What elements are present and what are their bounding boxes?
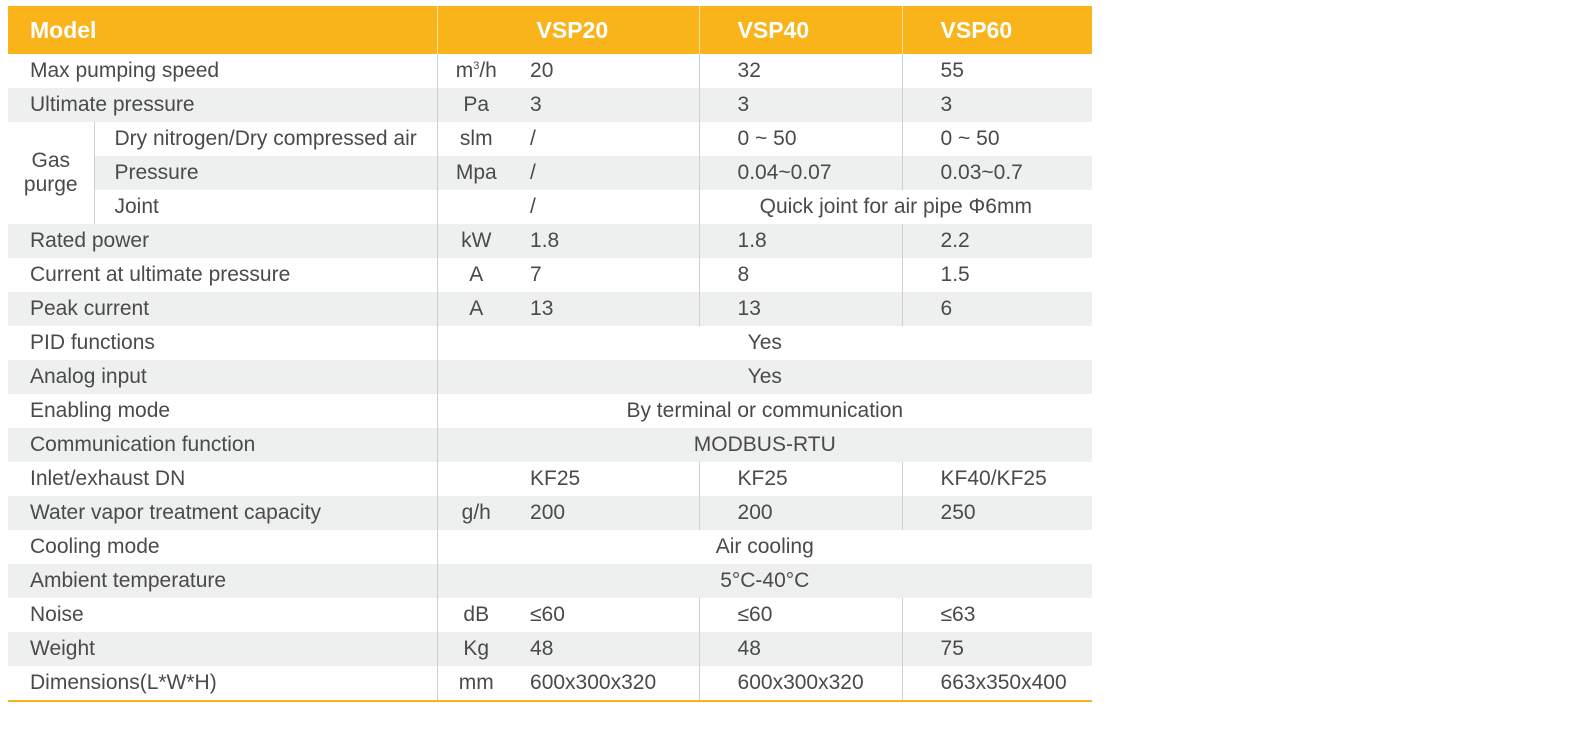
row-value: ≤60 bbox=[530, 603, 565, 626]
row-label: Peak current bbox=[8, 292, 437, 326]
row-span-value: Yes bbox=[437, 326, 1092, 360]
row-value: 3 bbox=[515, 88, 699, 122]
row-span-value: Quick joint for air pipe Φ6mm bbox=[699, 190, 1092, 224]
row-unit: slm bbox=[437, 122, 515, 156]
row-label: PID functions bbox=[30, 331, 155, 354]
row-unit bbox=[437, 190, 515, 224]
row-label: Water vapor treatment capacity bbox=[8, 496, 437, 530]
row-span-value: Air cooling bbox=[437, 530, 1092, 564]
header-model: Model bbox=[8, 6, 437, 54]
table-row bbox=[8, 598, 1092, 632]
row-value: 32 bbox=[699, 54, 902, 88]
row-value: ≤63 bbox=[902, 598, 1092, 632]
row-label: Dry nitrogen/Dry compressed air bbox=[94, 122, 437, 156]
row-value: / bbox=[530, 195, 536, 218]
row-value: / bbox=[530, 127, 536, 150]
spec-table bbox=[8, 6, 1092, 702]
row-label: Weight bbox=[8, 632, 437, 666]
row-unit: Kg bbox=[437, 632, 515, 666]
table-row bbox=[8, 122, 1092, 156]
header-vsp40: VSP40 bbox=[699, 6, 902, 54]
row-value: 2.2 bbox=[902, 224, 1092, 258]
row-value: 0 ~ 50 bbox=[902, 122, 1092, 156]
table-row bbox=[8, 190, 1092, 224]
table-row bbox=[8, 632, 1092, 666]
row-span-value: MODBUS-RTU bbox=[437, 428, 1092, 462]
table-row bbox=[8, 666, 1092, 701]
header-row bbox=[8, 6, 1092, 54]
row-label: Rated power bbox=[8, 224, 437, 258]
row-value: 1.5 bbox=[902, 258, 1092, 292]
row-label: Inlet/exhaust DN bbox=[30, 467, 186, 490]
table-row bbox=[8, 156, 1092, 190]
row-value: 6 bbox=[902, 292, 1092, 326]
gas-purge-label: Gas purge bbox=[8, 122, 94, 224]
row-value: 0.03~0.7 bbox=[902, 156, 1092, 190]
row-value: 200 bbox=[699, 496, 902, 530]
row-span-value: By terminal or communication bbox=[437, 394, 1092, 428]
row-value: 20 bbox=[530, 59, 554, 82]
row-value: 200 bbox=[515, 496, 699, 530]
row-label: Communication function bbox=[8, 428, 437, 462]
row-value: 600x300x320 bbox=[515, 666, 699, 701]
row-value: 663x350x400 bbox=[902, 666, 1092, 701]
header-vsp20: VSP20 bbox=[437, 6, 699, 54]
row-label: Max pumping speed bbox=[30, 59, 220, 82]
row-value: 3 bbox=[902, 88, 1092, 122]
table-row bbox=[8, 462, 1092, 496]
row-label: Current at ultimate pressure bbox=[30, 263, 291, 286]
table-row bbox=[8, 292, 1092, 326]
row-unit: kW bbox=[437, 224, 515, 258]
table-row bbox=[8, 88, 1092, 122]
row-value: 250 bbox=[902, 496, 1092, 530]
row-unit: A bbox=[437, 258, 515, 292]
row-label: Enabling mode bbox=[30, 399, 171, 422]
row-unit: g/h bbox=[437, 496, 515, 530]
row-label: Pressure bbox=[94, 156, 437, 190]
row-value: KF25 bbox=[699, 462, 902, 496]
row-value: 3 bbox=[699, 88, 902, 122]
row-value: KF40/KF25 bbox=[902, 462, 1092, 496]
table-row bbox=[8, 496, 1092, 530]
row-unit: Pa bbox=[437, 88, 515, 122]
header-vsp60: VSP60 bbox=[902, 6, 1092, 54]
row-span-value: 5°C-40°C bbox=[437, 564, 1092, 598]
row-unit: dB bbox=[437, 598, 515, 632]
table-row bbox=[8, 530, 1092, 564]
table-row bbox=[8, 428, 1092, 462]
row-unit: Mpa bbox=[437, 156, 515, 190]
table-row bbox=[8, 54, 1092, 88]
table-row bbox=[8, 326, 1092, 360]
row-label: Dimensions(L*W*H) bbox=[8, 666, 437, 701]
row-label: Analog input bbox=[8, 360, 437, 394]
row-value: 600x300x320 bbox=[699, 666, 902, 701]
row-value: KF25 bbox=[530, 467, 581, 490]
row-value: / bbox=[515, 156, 699, 190]
row-label: Noise bbox=[30, 603, 84, 626]
row-span-value: Yes bbox=[437, 360, 1092, 394]
table-row bbox=[8, 360, 1092, 394]
table-row bbox=[8, 258, 1092, 292]
row-value: 75 bbox=[902, 632, 1092, 666]
row-value: 13 bbox=[699, 292, 902, 326]
row-value: 1.8 bbox=[515, 224, 699, 258]
table-row bbox=[8, 224, 1092, 258]
row-value: 0.04~0.07 bbox=[699, 156, 902, 190]
table-row bbox=[8, 564, 1092, 598]
row-value: 13 bbox=[515, 292, 699, 326]
row-label: Joint bbox=[94, 190, 437, 224]
row-value: 0 ~ 50 bbox=[699, 122, 902, 156]
row-label: Ultimate pressure bbox=[8, 88, 437, 122]
row-value: 1.8 bbox=[699, 224, 902, 258]
row-value: 48 bbox=[699, 632, 902, 666]
row-value: 7 bbox=[530, 263, 542, 286]
row-unit: $m^3/h$ bbox=[437, 54, 515, 88]
row-label: Cooling mode bbox=[30, 535, 160, 558]
row-value: 55 bbox=[902, 54, 1092, 88]
row-value: 8 bbox=[699, 258, 902, 292]
row-label: Ambient temperature bbox=[8, 564, 437, 598]
table-row bbox=[8, 394, 1092, 428]
row-unit bbox=[437, 462, 515, 496]
row-unit: mm bbox=[437, 666, 515, 701]
row-unit: A bbox=[437, 292, 515, 326]
row-value: ≤60 bbox=[699, 598, 902, 632]
row-value: 48 bbox=[515, 632, 699, 666]
